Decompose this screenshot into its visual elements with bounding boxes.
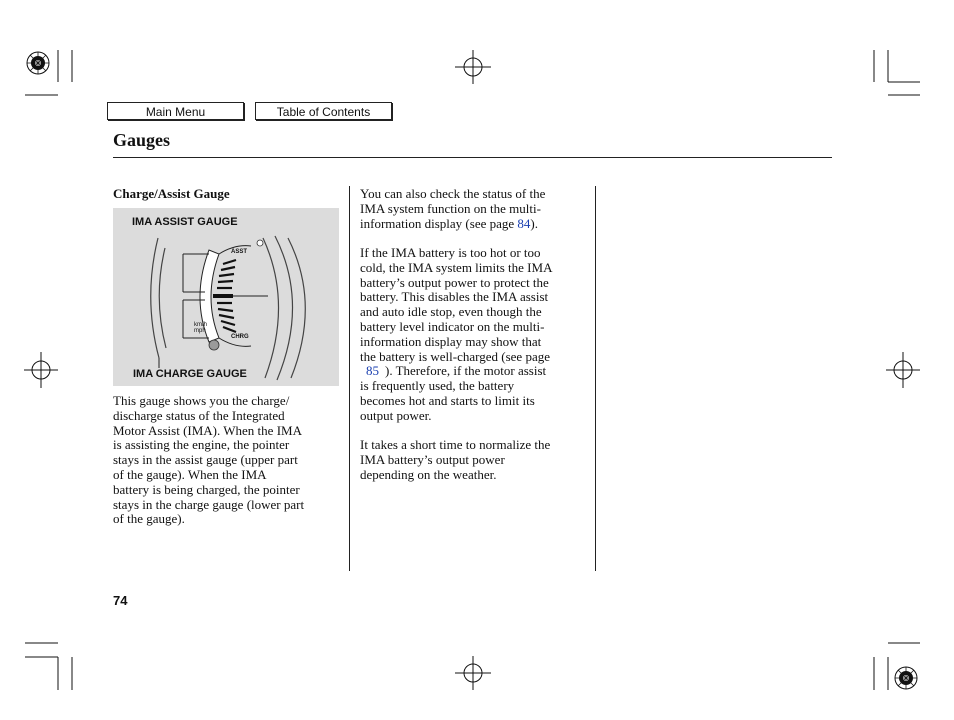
text-line: cold, the IMA system limits the IMA xyxy=(360,259,553,275)
text-line: is assisting the engine, the pointer xyxy=(113,437,290,453)
text-line: battery. This disables the IMA assist xyxy=(360,289,549,305)
text-line: becomes hot and starts to limit its xyxy=(360,392,535,408)
figure-label-charge: IMA CHARGE GAUGE xyxy=(133,368,247,380)
main-menu-button[interactable]: Main Menu xyxy=(107,102,244,120)
right-paragraph-1 xyxy=(360,187,592,231)
page-link-84[interactable]: 84 xyxy=(517,215,531,231)
title-divider xyxy=(113,157,832,158)
page-link-85[interactable]: 85 xyxy=(366,363,379,379)
right-paragraph-3 xyxy=(360,438,592,482)
column-divider-1 xyxy=(349,186,350,571)
text-line: of the gauge). xyxy=(113,511,185,527)
text-line: the battery is well-charged (see page xyxy=(360,348,550,364)
text-line: This gauge shows you the charge/ xyxy=(113,393,290,408)
unit-km-text: km/h xyxy=(194,322,208,328)
text-line: IMA battery’s output power xyxy=(360,451,505,467)
text-line: battery’s output power to protect the xyxy=(360,274,549,290)
text-line xyxy=(360,217,592,232)
right-paragraph-2 xyxy=(360,246,592,424)
gauge-illustration xyxy=(113,208,339,386)
table-of-contents-button[interactable]: Table of Contents xyxy=(255,102,392,120)
figure-label-assist: IMA ASSIST GAUGE xyxy=(132,216,238,228)
text-line: is frequently used, the battery xyxy=(360,378,515,394)
page-number: 74 xyxy=(113,593,128,608)
text-line: and auto idle stop, even though the xyxy=(360,304,542,320)
text-line: stays in the assist gauge (upper part xyxy=(113,452,298,468)
text-line: output power. xyxy=(360,407,432,423)
asst-gauge-text: ASST xyxy=(231,249,248,255)
page-title: Gauges xyxy=(113,130,171,150)
text-line: If the IMA battery is too hot or too xyxy=(360,245,541,260)
text-line: information display may show that xyxy=(360,333,542,349)
text-line: It takes a short time to normalize the xyxy=(360,437,551,452)
text-line: You can also check the status of the xyxy=(360,186,546,201)
text-segment: ). xyxy=(530,215,538,231)
text-line: depending on the weather. xyxy=(360,466,497,482)
chrg-gauge-text: CHRG xyxy=(231,334,249,340)
left-paragraph xyxy=(113,394,345,527)
text-line: of the gauge). When the IMA xyxy=(113,466,267,482)
section-heading: Charge/Assist Gauge xyxy=(113,186,230,201)
text-line: stays in the charge gauge (lower part xyxy=(113,496,305,512)
text-line: Motor Assist (IMA). When the IMA xyxy=(113,422,302,438)
text-line: battery is being charged, the pointer xyxy=(113,481,300,497)
unit-mph-text: mph xyxy=(194,328,206,334)
column-divider-2 xyxy=(595,186,596,571)
text-segment: ). Therefore, if the motor assist xyxy=(385,363,547,379)
text-line xyxy=(360,364,592,379)
gauge-drawing xyxy=(113,208,339,386)
text-line: discharge status of the Integrated xyxy=(113,407,285,423)
text-line: battery level indicator on the multi- xyxy=(360,318,545,334)
text-segment: information display (see page xyxy=(360,215,518,231)
text-line: IMA system function on the multi- xyxy=(360,200,541,216)
